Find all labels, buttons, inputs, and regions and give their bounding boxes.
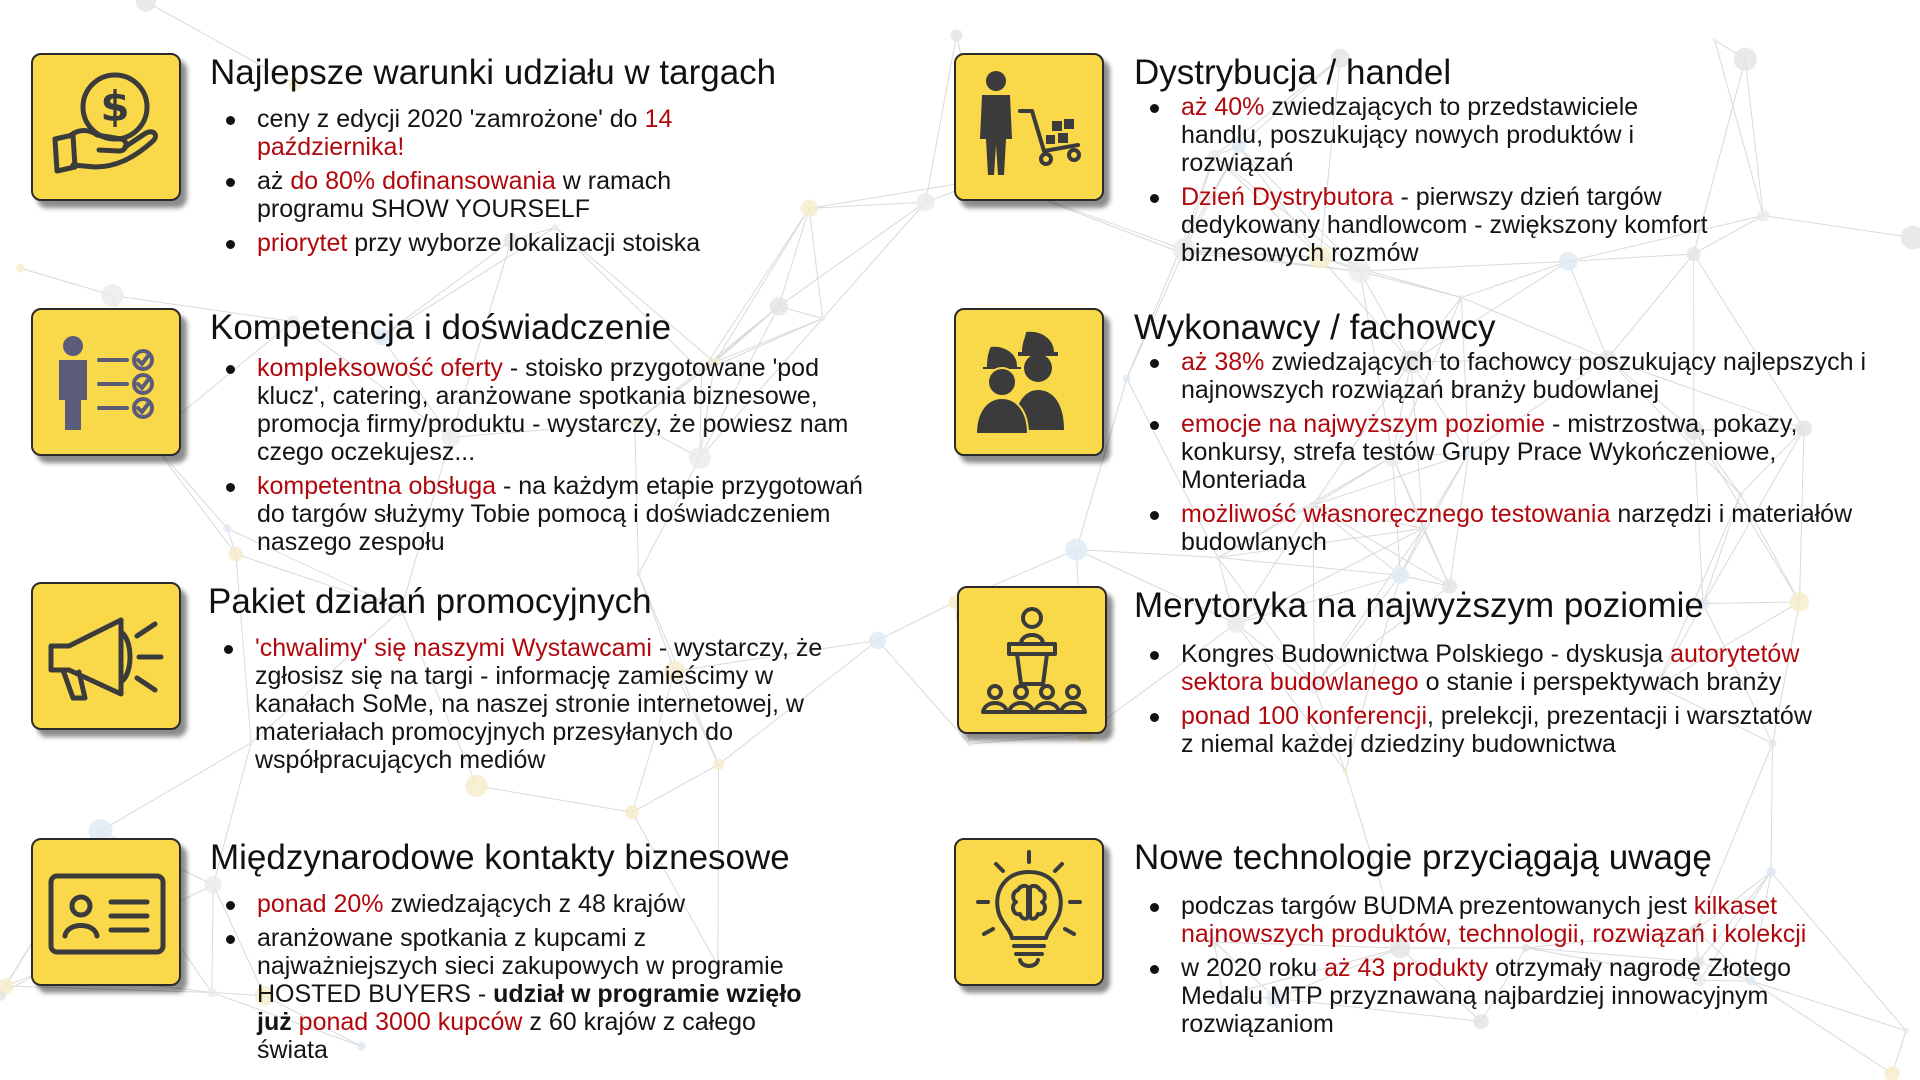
- bullet-list: [1134, 640, 1814, 758]
- highlight-text: emocje na najwyższym poziomie: [1181, 410, 1546, 438]
- highlight-text: aż 38%: [1181, 348, 1265, 376]
- bullet-item: [210, 167, 770, 223]
- highlight-text: aż 40%: [1181, 93, 1265, 121]
- network-node: [636, 572, 641, 577]
- bullet-text: - mistrzostwa, pokazy, konkursy, strefa testów Grupy Prace Wykończeniowe, Monteriada: [1181, 410, 1798, 494]
- bullet-item: [1134, 93, 1724, 177]
- bullet-item: [208, 634, 866, 774]
- bullet-text: o stanie i perspektywach branży: [1418, 668, 1782, 696]
- bullet-text: w 2020 roku: [1181, 954, 1325, 982]
- network-node: [1713, 38, 1717, 42]
- person-checklist-icon: [31, 308, 181, 456]
- highlight-text: kompleksowość oferty: [257, 354, 503, 382]
- network-line: [970, 734, 1086, 744]
- network-node: [625, 805, 639, 819]
- lightbulb-brain-icon: [954, 838, 1104, 986]
- svg-text:$: $: [100, 82, 130, 131]
- network-node: [1343, 768, 1349, 774]
- bullet-text: zwiedzających to fachowcy poszukujący najlepszych i najnowszych rozwiązań branży budowlanej: [1181, 348, 1867, 404]
- hand-dollar-icon: [31, 53, 181, 201]
- network-node: [950, 29, 962, 41]
- network-line: [477, 786, 633, 812]
- bullet-list: [210, 354, 865, 556]
- network-line: [20, 268, 112, 295]
- section-title: Międzynarodowe kontakty biznesowe: [210, 838, 790, 877]
- section-title: Wykonawcy / fachowcy: [1134, 308, 1496, 347]
- bullet-item: [1134, 954, 1834, 1038]
- bullet-item: [1134, 640, 1814, 696]
- bullet-text: - stoisko przygotowane 'pod klucz', catering, aranżowane spotkania biznesowe, promocja firmy/produktu - wystarczy, że powiesz nam czego oczekujesz...: [257, 354, 849, 466]
- bullet-text: - wystarczy, że zgłosisz się na targi - informację zamieścimy w kanałach SoMe, na naszej stronie internetowej, w materiałach promocyjnych przesyłanych do współpracujących mediów: [255, 634, 823, 774]
- highlight-text: ponad 3000 kupców: [298, 1008, 523, 1036]
- bullet-text: przy wyborze lokalizacji stoiska: [347, 229, 701, 257]
- section-title: Pakiet działań promocyjnych: [208, 582, 652, 621]
- bullet-item: [210, 229, 770, 257]
- section-title: Dystrybucja / handel: [1134, 53, 1452, 92]
- network-node: [1123, 375, 1131, 383]
- bullet-list: [208, 634, 866, 774]
- bullet-text: aż: [257, 167, 291, 195]
- highlight-text: do 80% dofinansowania: [290, 167, 556, 195]
- bullet-item: [210, 105, 770, 161]
- highlight-text: ponad 20%: [257, 890, 384, 918]
- bullet-item: [210, 890, 820, 918]
- highlight-text: aż 43 produkty: [1324, 954, 1489, 982]
- highlight-text: kilkaset najnowszych produktów, technologii, rozwiązań i kolekcji: [1181, 892, 1807, 948]
- bullet-text: , prelekcji, prezentacji i warsztatów z niemal każdej dziedziny budownictwa: [1181, 702, 1812, 758]
- network-node: [16, 264, 25, 273]
- network-node: [967, 742, 971, 746]
- bullet-item: [1134, 410, 1869, 494]
- bullet-text: aranżowane spotkania z kupcami z najważniejszych sieci zakupowych w programie HOSTED BUYERS -: [257, 924, 784, 1008]
- bullet-list: [210, 105, 770, 257]
- bullet-text: otrzymały nagrodę Złotego Medalu MTP przyznawaną najbardziej innowacyjnym rozwiązaniom: [1181, 954, 1792, 1038]
- section-title: Merytoryka na najwyższym poziomie: [1134, 586, 1704, 625]
- highlight-text: 'chwalimy' się naszymi Wystawcami: [255, 634, 652, 662]
- network-node: [0, 978, 14, 994]
- bullet-item: [210, 924, 820, 1064]
- highlight-text: 14 października!: [257, 105, 673, 161]
- bullet-text: zwiedzających z 48 krajów: [383, 890, 686, 918]
- bullet-text: ceny z edycji 2020 'zamrożone' do: [257, 105, 645, 133]
- network-node: [1884, 1066, 1899, 1080]
- bullet-text: narzędzi i materiałów budowlanych: [1181, 500, 1853, 556]
- bullet-item: [1134, 702, 1814, 758]
- highlight-text: ponad 100 konferencji: [1181, 702, 1428, 730]
- bullet-item: [210, 354, 865, 466]
- id-card-icon: [31, 838, 181, 986]
- network-node: [101, 284, 123, 306]
- worker-cart-icon: [954, 53, 1104, 201]
- network-node: [1459, 295, 1464, 300]
- bullet-text: Kongres Budownictwa Polskiego - dyskusja: [1181, 640, 1671, 668]
- bold-text: udział w programie wzięło już: [257, 980, 802, 1036]
- network-line: [926, 35, 957, 202]
- bullet-text: - pierwszy dzień targów dedykowany handlowcom - zwiększony komfort biznesowych rozmów: [1181, 183, 1708, 267]
- network-node: [1392, 567, 1409, 584]
- speaker-podium-icon: [957, 586, 1107, 734]
- highlight-text: możliwość własnoręcznego testowania: [1181, 500, 1611, 528]
- bullet-list: [210, 890, 820, 1064]
- bullet-text: - na każdym etapie przygotowań do targów służymy Tobie pomocą i doświadczeniem naszego zespołu: [257, 472, 863, 556]
- bullet-text: w ramach programu SHOW YOURSELF: [257, 167, 672, 223]
- bullet-item: [1134, 183, 1724, 267]
- section-title: Kompetencja i doświadczenie: [210, 308, 672, 347]
- highlight-text: Dzień Dystrybutora: [1181, 183, 1394, 211]
- bullet-text: [292, 1008, 299, 1036]
- section-title: Nowe technologie przyciągają uwagę: [1134, 838, 1712, 877]
- bullet-list: [1134, 348, 1869, 556]
- bullet-item: [1134, 500, 1869, 556]
- bullet-list: [1134, 892, 1834, 1038]
- network-node: [1065, 538, 1087, 560]
- highlight-text: priorytet: [257, 229, 348, 257]
- workers-helmet-icon: [954, 308, 1104, 456]
- bullet-text: podczas targów BUDMA prezentowanych jest: [1181, 892, 1694, 920]
- bullet-item: [1134, 348, 1869, 404]
- highlight-text: autorytetów sektora budowlanego: [1181, 640, 1800, 696]
- megaphone-icon: [31, 582, 181, 730]
- bullet-item: [1134, 892, 1834, 948]
- bullet-text: z 60 krajów z całego świata: [257, 1008, 756, 1064]
- bullet-item: [210, 472, 865, 556]
- network-node: [136, 0, 156, 12]
- bullet-text: zwiedzających to przedstawiciele handlu, poszukujący nowych produktów i rozwiązań: [1181, 93, 1639, 177]
- bullet-list: [1134, 93, 1724, 267]
- highlight-text: kompetentna obsługa: [257, 472, 497, 500]
- section-title: Najlepsze warunki udziału w targach: [210, 53, 777, 92]
